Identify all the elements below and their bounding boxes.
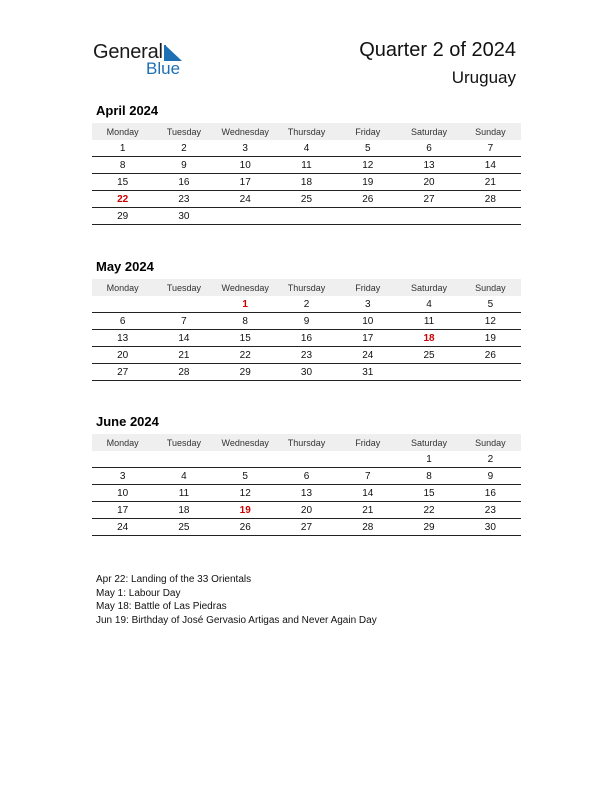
holiday-day-cell: 1: [215, 296, 276, 313]
day-cell: 26: [460, 347, 521, 364]
day-cell: 8: [215, 313, 276, 330]
weekday-header: Saturday: [398, 123, 459, 140]
weekday-header-row: [92, 434, 521, 451]
day-cell: 25: [153, 519, 214, 536]
day-cell: 8: [398, 468, 459, 485]
day-cell: 26: [215, 519, 276, 536]
empty-day-cell: [276, 208, 337, 225]
country-name: Uruguay: [451, 68, 516, 87]
weekday-header: Saturday: [398, 279, 459, 296]
weekday-header: Sunday: [460, 123, 521, 140]
day-cell: 17: [215, 174, 276, 191]
day-cell: 24: [92, 519, 153, 536]
week-row: [92, 296, 521, 313]
day-cell: 23: [276, 347, 337, 364]
weekday-header: Saturday: [398, 434, 459, 451]
month-june: [92, 413, 521, 536]
week-row: [92, 468, 521, 485]
weekday-header: Tuesday: [153, 279, 214, 296]
empty-day-cell: [153, 296, 214, 313]
weekday-header: Thursday: [276, 434, 337, 451]
day-cell: 5: [460, 296, 521, 313]
day-cell: 6: [398, 140, 459, 157]
empty-day-cell: [398, 208, 459, 225]
day-cell: 24: [337, 347, 398, 364]
weekday-header: Monday: [92, 123, 153, 140]
empty-day-cell: [460, 208, 521, 225]
day-cell: 2: [276, 296, 337, 313]
day-cell: 21: [153, 347, 214, 364]
weekday-header: Wednesday: [215, 434, 276, 451]
day-cell: 5: [337, 140, 398, 157]
weekday-header: Friday: [337, 123, 398, 140]
month-title: June 2024: [96, 414, 159, 429]
empty-day-cell: [337, 208, 398, 225]
day-cell: 18: [276, 174, 337, 191]
day-cell: 7: [460, 140, 521, 157]
day-cell: 31: [337, 364, 398, 381]
day-cell: 3: [92, 468, 153, 485]
holiday-note: Jun 19: Birthday of José Gervasio Artigas and Never Again Day: [96, 614, 377, 626]
day-cell: 20: [92, 347, 153, 364]
day-cell: 10: [92, 485, 153, 502]
day-cell: 19: [460, 330, 521, 347]
day-cell: 23: [460, 502, 521, 519]
day-cell: 1: [398, 451, 459, 468]
day-cell: 22: [398, 502, 459, 519]
week-row: [92, 174, 521, 191]
month-title: May 2024: [96, 259, 154, 274]
holiday-day-cell: 18: [398, 330, 459, 347]
day-cell: 17: [337, 330, 398, 347]
weekday-header: Thursday: [276, 123, 337, 140]
day-cell: 30: [460, 519, 521, 536]
weekday-header: Tuesday: [153, 123, 214, 140]
day-cell: 12: [215, 485, 276, 502]
day-cell: 23: [153, 191, 214, 208]
week-row: [92, 140, 521, 157]
day-cell: 13: [276, 485, 337, 502]
week-row: [92, 485, 521, 502]
weekday-header: Friday: [337, 434, 398, 451]
day-cell: 18: [153, 502, 214, 519]
holiday-day-cell: 22: [92, 191, 153, 208]
empty-day-cell: [337, 451, 398, 468]
week-row: [92, 208, 521, 225]
week-row: [92, 347, 521, 364]
day-cell: 2: [153, 140, 214, 157]
day-cell: 26: [337, 191, 398, 208]
day-cell: 3: [215, 140, 276, 157]
logo-text-general: General: [93, 41, 163, 63]
day-cell: 7: [153, 313, 214, 330]
weekday-header: Wednesday: [215, 123, 276, 140]
week-row: [92, 191, 521, 208]
day-cell: 11: [398, 313, 459, 330]
day-cell: 30: [153, 208, 214, 225]
empty-day-cell: [92, 451, 153, 468]
day-cell: 6: [276, 468, 337, 485]
holiday-day-cell: 19: [215, 502, 276, 519]
weekday-header: Monday: [92, 279, 153, 296]
holiday-notes: [96, 573, 377, 627]
day-cell: 9: [276, 313, 337, 330]
week-row: [92, 519, 521, 536]
day-cell: 20: [276, 502, 337, 519]
holiday-note: Apr 22: Landing of the 33 Orientals: [96, 574, 252, 585]
day-cell: 13: [398, 157, 459, 174]
day-cell: 24: [215, 191, 276, 208]
day-cell: 8: [92, 157, 153, 174]
day-cell: 15: [92, 174, 153, 191]
day-cell: 11: [153, 485, 214, 502]
calendar-table: [92, 434, 521, 536]
day-cell: 3: [337, 296, 398, 313]
day-cell: 14: [460, 157, 521, 174]
empty-day-cell: [92, 296, 153, 313]
week-row: [92, 330, 521, 347]
logo-text-blue: Blue: [146, 59, 181, 78]
weekday-header: Sunday: [460, 434, 521, 451]
day-cell: 28: [153, 364, 214, 381]
day-cell: 4: [153, 468, 214, 485]
week-row: [92, 364, 521, 381]
day-cell: 16: [276, 330, 337, 347]
week-row: [92, 502, 521, 519]
day-cell: 13: [92, 330, 153, 347]
logo: [93, 40, 193, 80]
day-cell: 11: [276, 157, 337, 174]
day-cell: 5: [215, 468, 276, 485]
month-april: [92, 102, 521, 225]
day-cell: 12: [337, 157, 398, 174]
day-cell: 16: [153, 174, 214, 191]
empty-day-cell: [276, 451, 337, 468]
weekday-header: Wednesday: [215, 279, 276, 296]
day-cell: 25: [276, 191, 337, 208]
weekday-header: Monday: [92, 434, 153, 451]
day-cell: 4: [276, 140, 337, 157]
month-may: [92, 258, 521, 381]
holiday-note: May 18: Battle of Las Piedras: [96, 601, 227, 612]
day-cell: 29: [215, 364, 276, 381]
day-cell: 27: [92, 364, 153, 381]
day-cell: 29: [398, 519, 459, 536]
weekday-header-row: [92, 279, 521, 296]
day-cell: 14: [337, 485, 398, 502]
empty-day-cell: [398, 364, 459, 381]
empty-day-cell: [460, 364, 521, 381]
day-cell: 21: [460, 174, 521, 191]
day-cell: 4: [398, 296, 459, 313]
week-row: [92, 313, 521, 330]
day-cell: 14: [153, 330, 214, 347]
day-cell: 9: [460, 468, 521, 485]
weekday-header: Friday: [337, 279, 398, 296]
day-cell: 27: [276, 519, 337, 536]
day-cell: 30: [276, 364, 337, 381]
day-cell: 28: [460, 191, 521, 208]
empty-day-cell: [215, 451, 276, 468]
day-cell: 17: [92, 502, 153, 519]
day-cell: 10: [337, 313, 398, 330]
holiday-note: May 1: Labour Day: [96, 587, 181, 599]
week-row: [92, 157, 521, 174]
day-cell: 1: [92, 140, 153, 157]
weekday-header: Tuesday: [153, 434, 214, 451]
day-cell: 15: [215, 330, 276, 347]
day-cell: 7: [337, 468, 398, 485]
day-cell: 10: [215, 157, 276, 174]
day-cell: 27: [398, 191, 459, 208]
day-cell: 15: [398, 485, 459, 502]
page-title: Quarter 2 of 2024: [359, 39, 516, 61]
day-cell: 12: [460, 313, 521, 330]
day-cell: 21: [337, 502, 398, 519]
day-cell: 25: [398, 347, 459, 364]
weekday-header-row: [92, 123, 521, 140]
day-cell: 9: [153, 157, 214, 174]
calendar-table: [92, 123, 521, 225]
weekday-header: Thursday: [276, 279, 337, 296]
day-cell: 22: [215, 347, 276, 364]
week-row: [92, 451, 521, 468]
day-cell: 16: [460, 485, 521, 502]
day-cell: 19: [337, 174, 398, 191]
day-cell: 20: [398, 174, 459, 191]
day-cell: 28: [337, 519, 398, 536]
calendar-table: [92, 279, 521, 381]
day-cell: 2: [460, 451, 521, 468]
empty-day-cell: [153, 451, 214, 468]
weekday-header: Sunday: [460, 279, 521, 296]
day-cell: 29: [92, 208, 153, 225]
day-cell: 6: [92, 313, 153, 330]
month-title: April 2024: [96, 103, 159, 118]
empty-day-cell: [215, 208, 276, 225]
